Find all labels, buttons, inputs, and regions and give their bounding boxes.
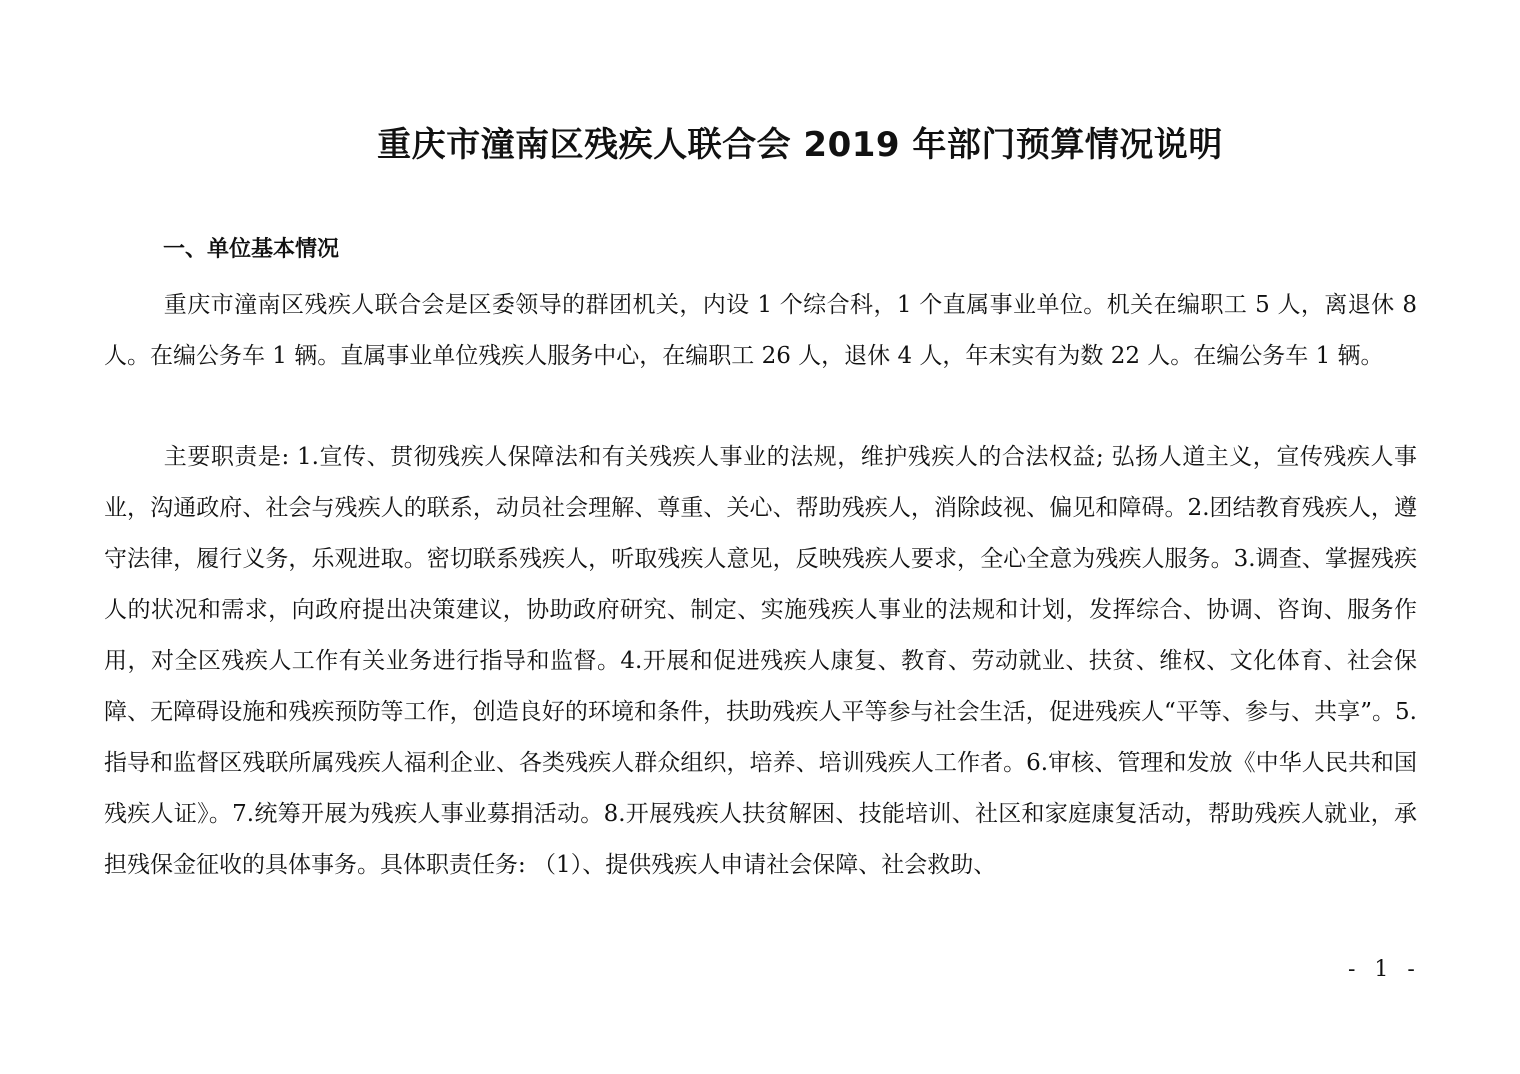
page-number: - 1 - — [1348, 957, 1421, 982]
document-title: 重庆市潼南区残疾人联合会 2019 年部门预算情况说明 — [377, 125, 1223, 165]
paragraph-unit-overview: 重庆市潼南区残疾人联合会是区委领导的群团机关，内设 1 个综合科，1 个直属事业单位。机关在编职工 5 人，离退休 8 人。在编公务车 1 辆。直属事业单位残疾人服务中心，在编职工 26 人，退休 4 人，年末实有为数 22 人。在编公务车 1 辆。 — [104, 292, 1417, 369]
section-heading: 一、单位基本情况 — [163, 237, 340, 262]
paragraph-main-duties: 主要职责是: 1.宣传、贯彻残疾人保障法和有关残疾人事业的法规，维护残疾人的合法权益; 弘扬人道主义，宣传残疾人事业，沟通政府、社会与残疾人的联系，动员社会理解、尊重、关心、帮助残疾人，消除歧视、偏见和障碍。2.团结教育残疾人，遵守法律，履行义务，乐观进取。密切联系残疾人，听取残疾人意见，反映残疾人要求，全心全意为残疾人服务。3.调查、掌握残疾人的状况和需求，向政府提出决策建议，协助政府研究、制定、实施残疾人事业的法规和计划，发挥综合、协调、咨询、服务作用，对全区残疾人工作有关业务进行指导和监督。4.开展和促进残疾人康复、教育、劳动就业、扶贫、维权、文化体育、社会保障、无障碍设施和残疾预防等工作，创造良好的环境和条件，扶助残疾人平等参与社会生活，促进残疾人“平等、参与、共享”。5.指导和监督区残联所属残疾人福利企业、各类残疾人群众组织，培养、培训残疾人工作者。6.审核、管理和发放《中华人民共和国残疾人证》。7.统筹开展为残疾人事业募捐活动。8.开展残疾人扶贫解困、技能培训、社区和家庭康复活动，帮助残疾人就业，承担残保金征收的具体事务。具体职责任务: （1）、提供残疾人申请社会保障、社会救助、 — [104, 444, 1417, 878]
